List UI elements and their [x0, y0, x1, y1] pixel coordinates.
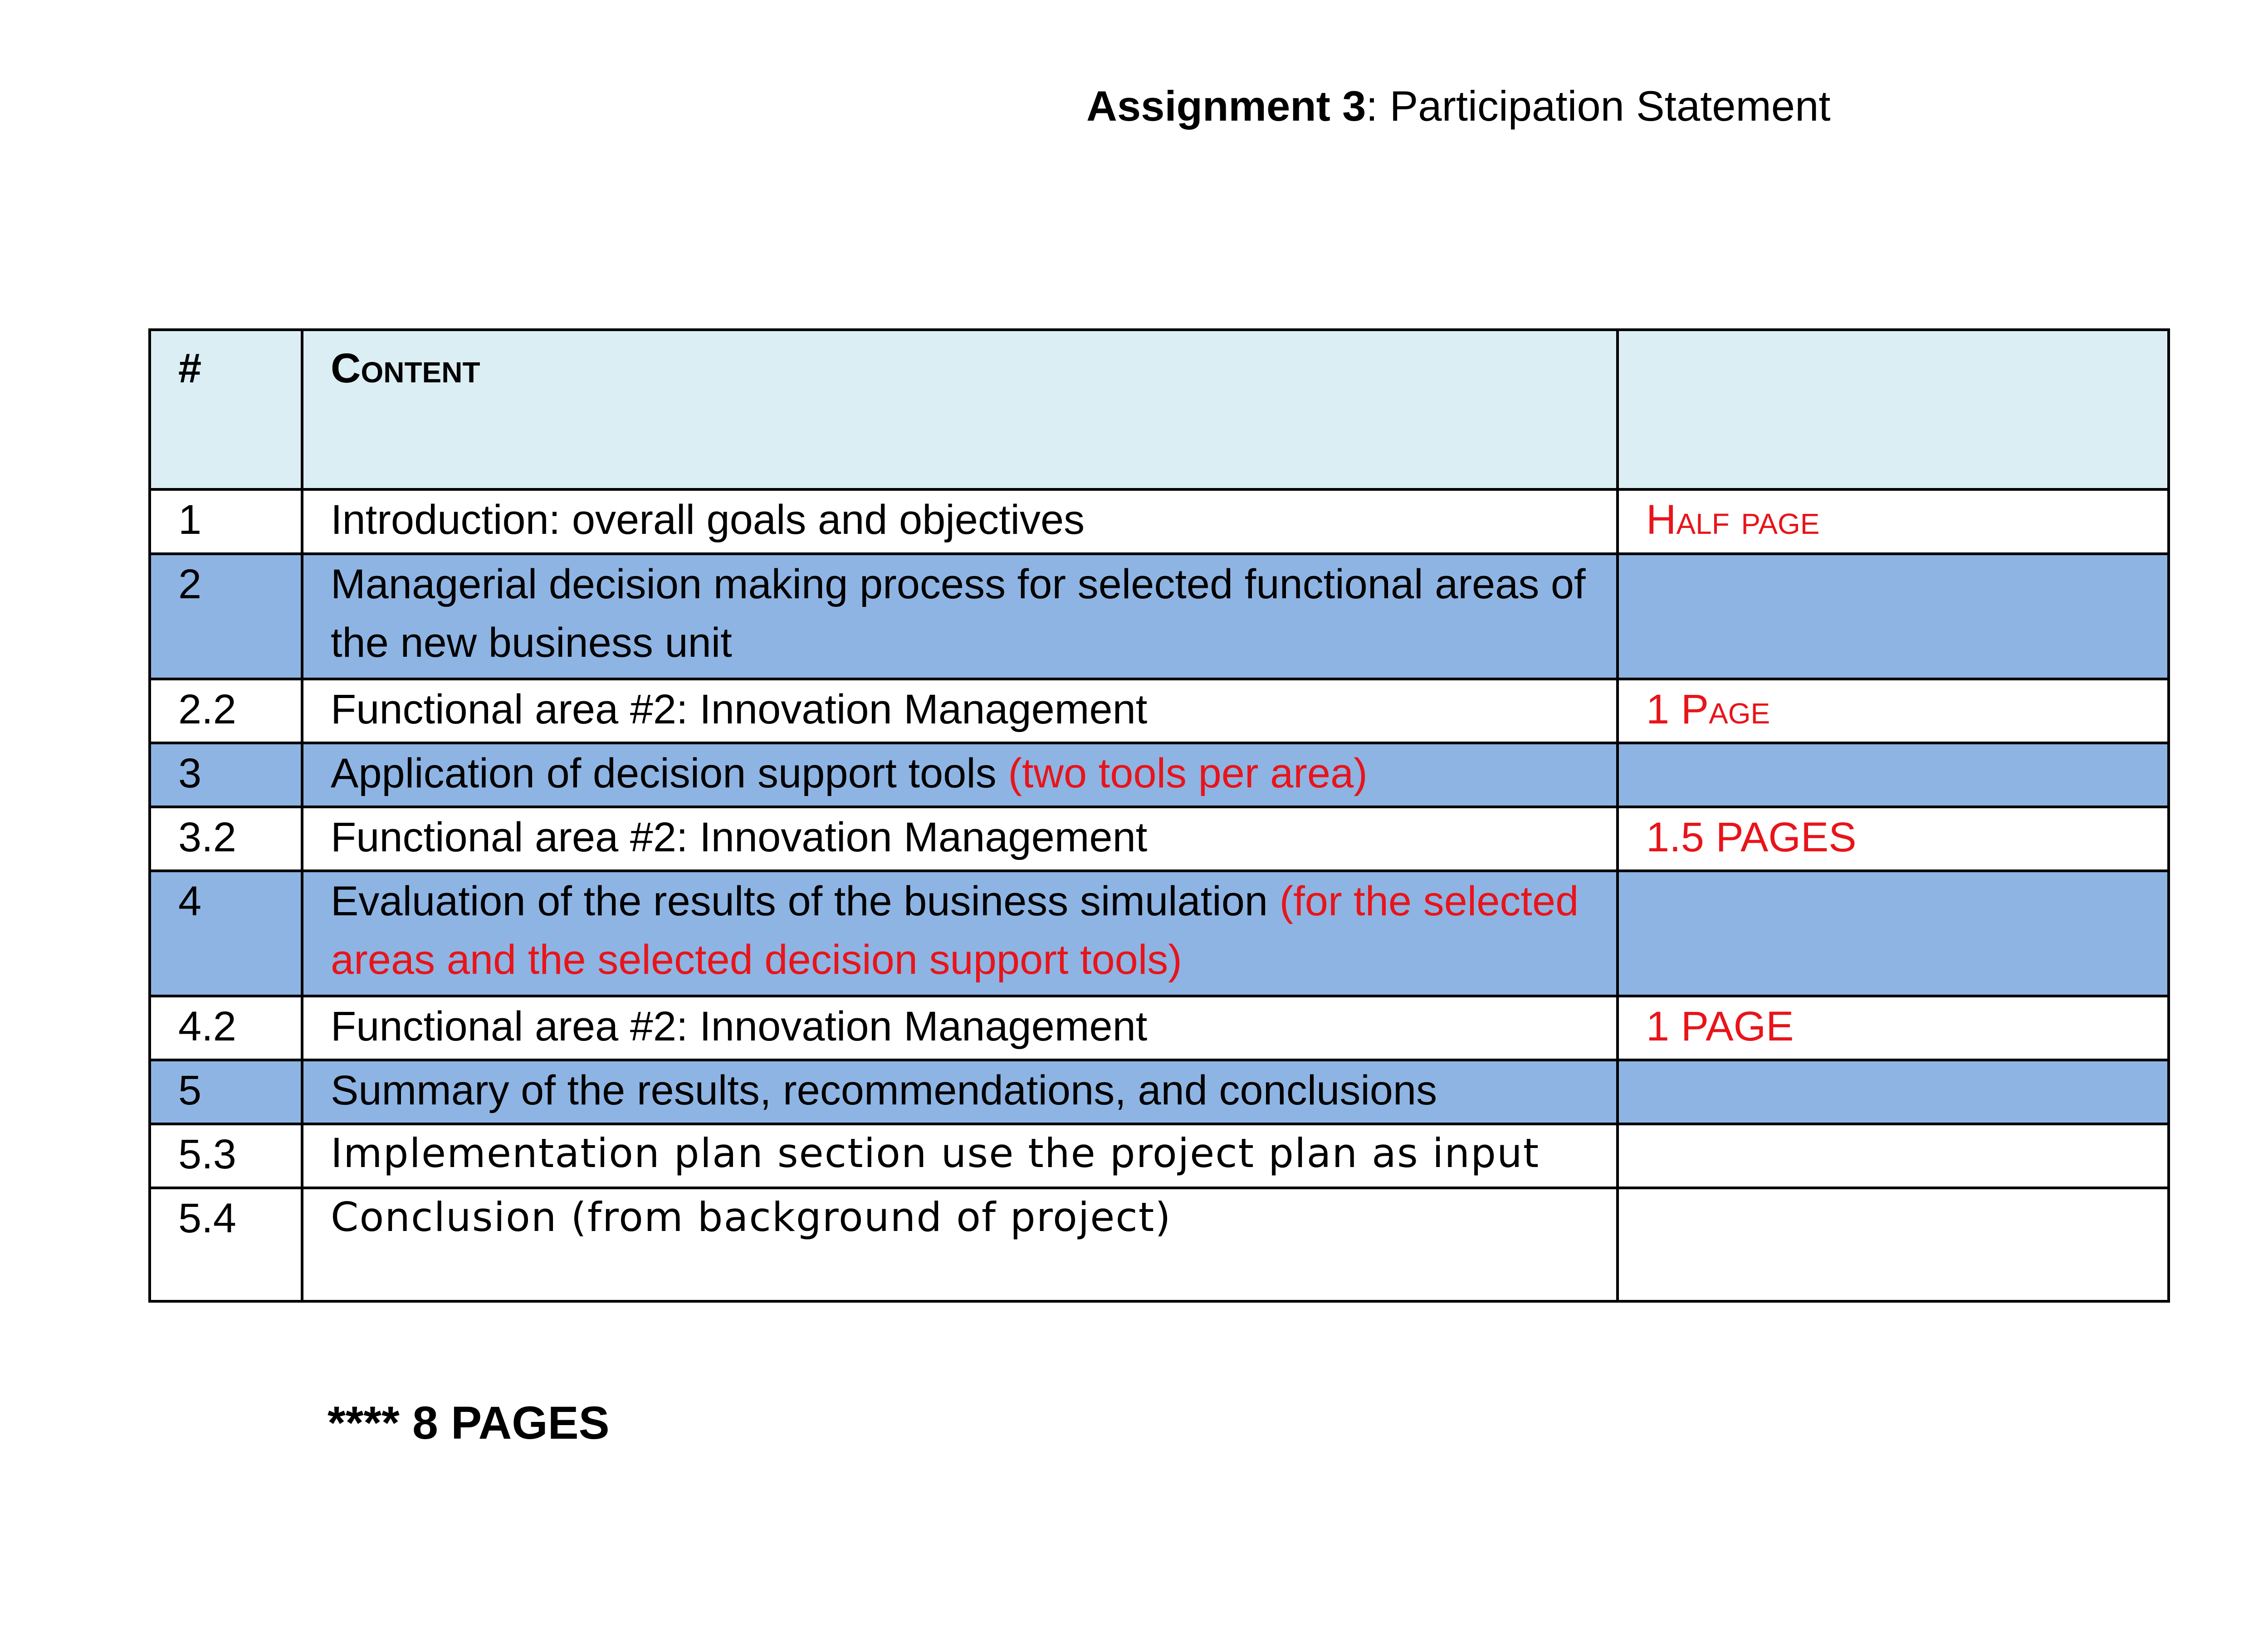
row-content-text: Functional area #2: Innovation Management: [331, 1003, 1148, 1050]
row-number: 5.4: [150, 1188, 302, 1301]
row-number: 5: [150, 1060, 302, 1124]
row-page-length: [1618, 1188, 2169, 1301]
row-content-note: (for the selected areas and the selected decision support tools): [331, 878, 1579, 983]
row-page-length: [1618, 743, 2169, 807]
table-row: [150, 996, 2169, 1060]
row-page-length: 1 PAGE: [1618, 996, 2169, 1060]
table-row: [150, 871, 2169, 996]
row-number: 1: [150, 489, 302, 554]
row-content: [302, 1124, 1618, 1188]
row-page-length: [1618, 1124, 2169, 1188]
header-length: [1618, 330, 2169, 489]
row-page-length: 1 Page: [1618, 679, 2169, 743]
row-number: 4.2: [150, 996, 302, 1060]
row-number: 5.3: [150, 1124, 302, 1188]
row-content-text: Application of decision support tools: [331, 750, 1008, 796]
document-title-rest: : Participation Statement: [1366, 82, 1831, 130]
row-content: [302, 679, 1618, 743]
table-header-row: [150, 330, 2169, 489]
row-content-text: Conclusion (from background of project): [331, 1194, 1172, 1241]
document-title: [1086, 81, 1830, 132]
total-pages-note: **** 8 PAGES: [327, 1397, 610, 1449]
table-row: [150, 1188, 2169, 1301]
row-content: [302, 489, 1618, 554]
row-number: 3: [150, 743, 302, 807]
document-title-bold: Assignment 3: [1086, 82, 1366, 130]
row-page-length: 1.5 PAGES: [1618, 807, 2169, 871]
row-content: [302, 1188, 1618, 1301]
table-row: [150, 743, 2169, 807]
row-page-length: Half page: [1618, 489, 2169, 554]
row-content-text: Summary of the results, recommendations, and conclusions: [331, 1067, 1437, 1114]
row-page-length: [1618, 554, 2169, 679]
row-content-text: Functional area #2: Innovation Management: [331, 814, 1148, 860]
row-number: 4: [150, 871, 302, 996]
row-content: [302, 871, 1618, 996]
row-page-length: [1618, 1060, 2169, 1124]
table-row: [150, 679, 2169, 743]
table-row: [150, 554, 2169, 679]
row-page-length: [1618, 871, 2169, 996]
row-content: [302, 743, 1618, 807]
row-content-text: Evaluation of the results of the business simulation: [331, 878, 1280, 924]
header-content: Content: [302, 330, 1618, 489]
row-number: 2.2: [150, 679, 302, 743]
table-row: [150, 1060, 2169, 1124]
table-row: [150, 489, 2169, 554]
row-content-text: Functional area #2: Innovation Management: [331, 686, 1148, 733]
content-outline-table: [148, 328, 2170, 1303]
table-row: [150, 807, 2169, 871]
row-content-note: (two tools per area): [1008, 750, 1368, 796]
row-content: [302, 1060, 1618, 1124]
row-number: 3.2: [150, 807, 302, 871]
row-content-text: Managerial decision making process for selected functional areas of the new business unit: [331, 561, 1586, 666]
row-content: [302, 996, 1618, 1060]
row-content: [302, 807, 1618, 871]
row-content-text: Introduction: overall goals and objectives: [331, 497, 1085, 543]
table-row: [150, 1124, 2169, 1188]
row-content: [302, 554, 1618, 679]
header-number: #: [150, 330, 302, 489]
row-number: 2: [150, 554, 302, 679]
row-content-text: Implementation plan section use the project plan as input: [331, 1130, 1540, 1177]
